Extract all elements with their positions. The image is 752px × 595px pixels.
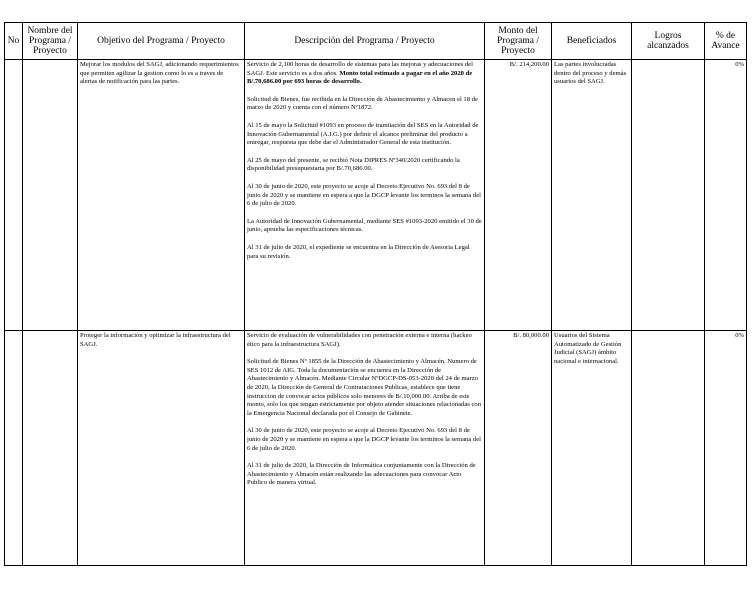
cell-avance: 0%: [705, 60, 747, 331]
cell-nombre: [23, 60, 78, 331]
cell-objetivo: Mejorar los modulos del SAGJ, adicionando requerimientos que permiten agilizar la gestion como lo es a traves de alertas de notificación para las partes.: [78, 60, 245, 331]
description-paragraph: Solicitud de Bienes Nº 1855 de la Dirección de Abastecimiento y Almacén. Numero de SES 1012 de AIG. Toda la documentación se encuenra en la Dirección de Abastecimiento y Almacén. Mediante Circular NºDGCP-DS-053-2020 del 24 de marzo de 2020, la Dirección de General de Contrataciones Publicas, establece que tiene instruccion de convocar actos públicos solo menores de B/.10,000.00. Arriba de este monto, solo los que tengan estrictamente por objeto atender situaciones relacionadas con la Emergencia Nacional declarada por el Consejo de Gabinete.: [247, 358, 482, 417]
description-paragraph: Solicitud de Bienes, fue recibida en la Dirección de Abastecimiento y Almacen el 18 de marzo de 2020 y cuenta con el número Nº1872.: [247, 95, 478, 112]
cell-logros: [632, 331, 705, 566]
cell-monto: B/. 80,000.00: [485, 331, 552, 566]
header-no: No: [5, 23, 23, 60]
description-paragraph: Al 25 de mayo del presente, se recibió Nota DIPRES Nº340/2020 certificando la disponibilidad presupuestaria por B/.70,686.00.: [247, 156, 460, 173]
header-avance: % de Avance: [705, 23, 747, 60]
table-row: [5, 60, 747, 331]
header-logros: Logros alcanzados: [632, 23, 705, 60]
description-paragraph: Al 30 de junio de 2020, este proyecto se acoje al Decreto Ejecutivo No. 693 del 8 de junio de 2020 y se mantiene en espera a que la DGCP levante los terminos la semana del 6 de julio de 2020.: [247, 182, 481, 208]
cell-no: [5, 331, 23, 566]
table-header-row: [5, 23, 747, 60]
table-row: [5, 331, 747, 566]
header-descripcion: Descripción del Programa / Proyecto: [245, 23, 485, 60]
description-paragraph: Al 30 de junio de 2020, este proyecto se acoje al Decreto Ejecutivo No. 693 del 8 de junio de 2020 y se mantiene en espera a que la DGCP levante los terminos la semana del 6 de julio de 2020.: [247, 427, 481, 452]
description-paragraph: La Autoridad de Innovación Gubernamental, mediante SES #1093-2020 emitido el 30 de junio, aprueba las especificaciones técnicas.: [247, 217, 482, 234]
program-table: [4, 22, 747, 566]
cell-beneficiados: Las partes involucradas dentro del proceso y demás usuarios del SAGJ.: [552, 60, 632, 331]
cell-objetivo: Proteger la información y optimizar la infraestructura del SAGJ.: [78, 331, 245, 566]
description-paragraph: Al 31 de julio de 2020, el expediente se encuentra en la Dirección de Asesoria Legal para su revisión.: [247, 243, 470, 260]
description-paragraph: Al 31 de julio de 2020, la Dirección de Informática conjuntamente con la Dirección de Abastecimiento y Almacén están realizando las adecuaciones para convocar Acto Publico de manera virtual.: [247, 462, 476, 487]
cell-no: [5, 60, 23, 331]
header-beneficiados: Beneficiados: [552, 23, 632, 60]
description-paragraph: Servicio de 2,100 horas de desarrollo de sistemas para las mejoras y adecuaciones del SAGJ. Este servicio es a dos años. Monto total estimado a pagar en el año 2020 de B/.70,686.00 por 693 horas de desarrollo.: [247, 61, 473, 86]
cell-beneficiados: Usuarios del Sistema Automatizado de Gestión Judicial (SAGJ) ámbito nacional e internacional.: [552, 331, 632, 566]
description-bold-amount: Monto total estimado a pagar en el año 2020 de B/.70,686.00 por 693 horas de desarrollo.: [247, 69, 473, 86]
cell-avance: 0%: [705, 331, 747, 566]
header-nombre: Nombre del Programa / Proyecto: [23, 23, 78, 60]
cell-descripcion: [245, 60, 485, 331]
header-objetivo: Objetivo del Programa / Proyecto: [78, 23, 245, 60]
header-monto: Monto del Programa / Proyecto: [485, 23, 552, 60]
cell-nombre: [23, 331, 78, 566]
cell-logros: [632, 60, 705, 331]
description-paragraph: Al 15 de mayo la Solicitud #1093 en proceso de tramitación del SES en la Autoridad de Innovación Gubernamental (A.I.G.) por definir el alcance preliminar del producto a entregar, respuesta que debe dar el Administrador General de esta institución.: [247, 121, 479, 147]
description-paragraph: Servicio de evaluación de vulnerabilidades con penetración externa e interna (hackeo ético para la infraestructura SAGJ).: [247, 332, 472, 348]
cell-monto: B/. 214,200.00: [485, 60, 552, 331]
cell-descripcion: [245, 331, 485, 566]
